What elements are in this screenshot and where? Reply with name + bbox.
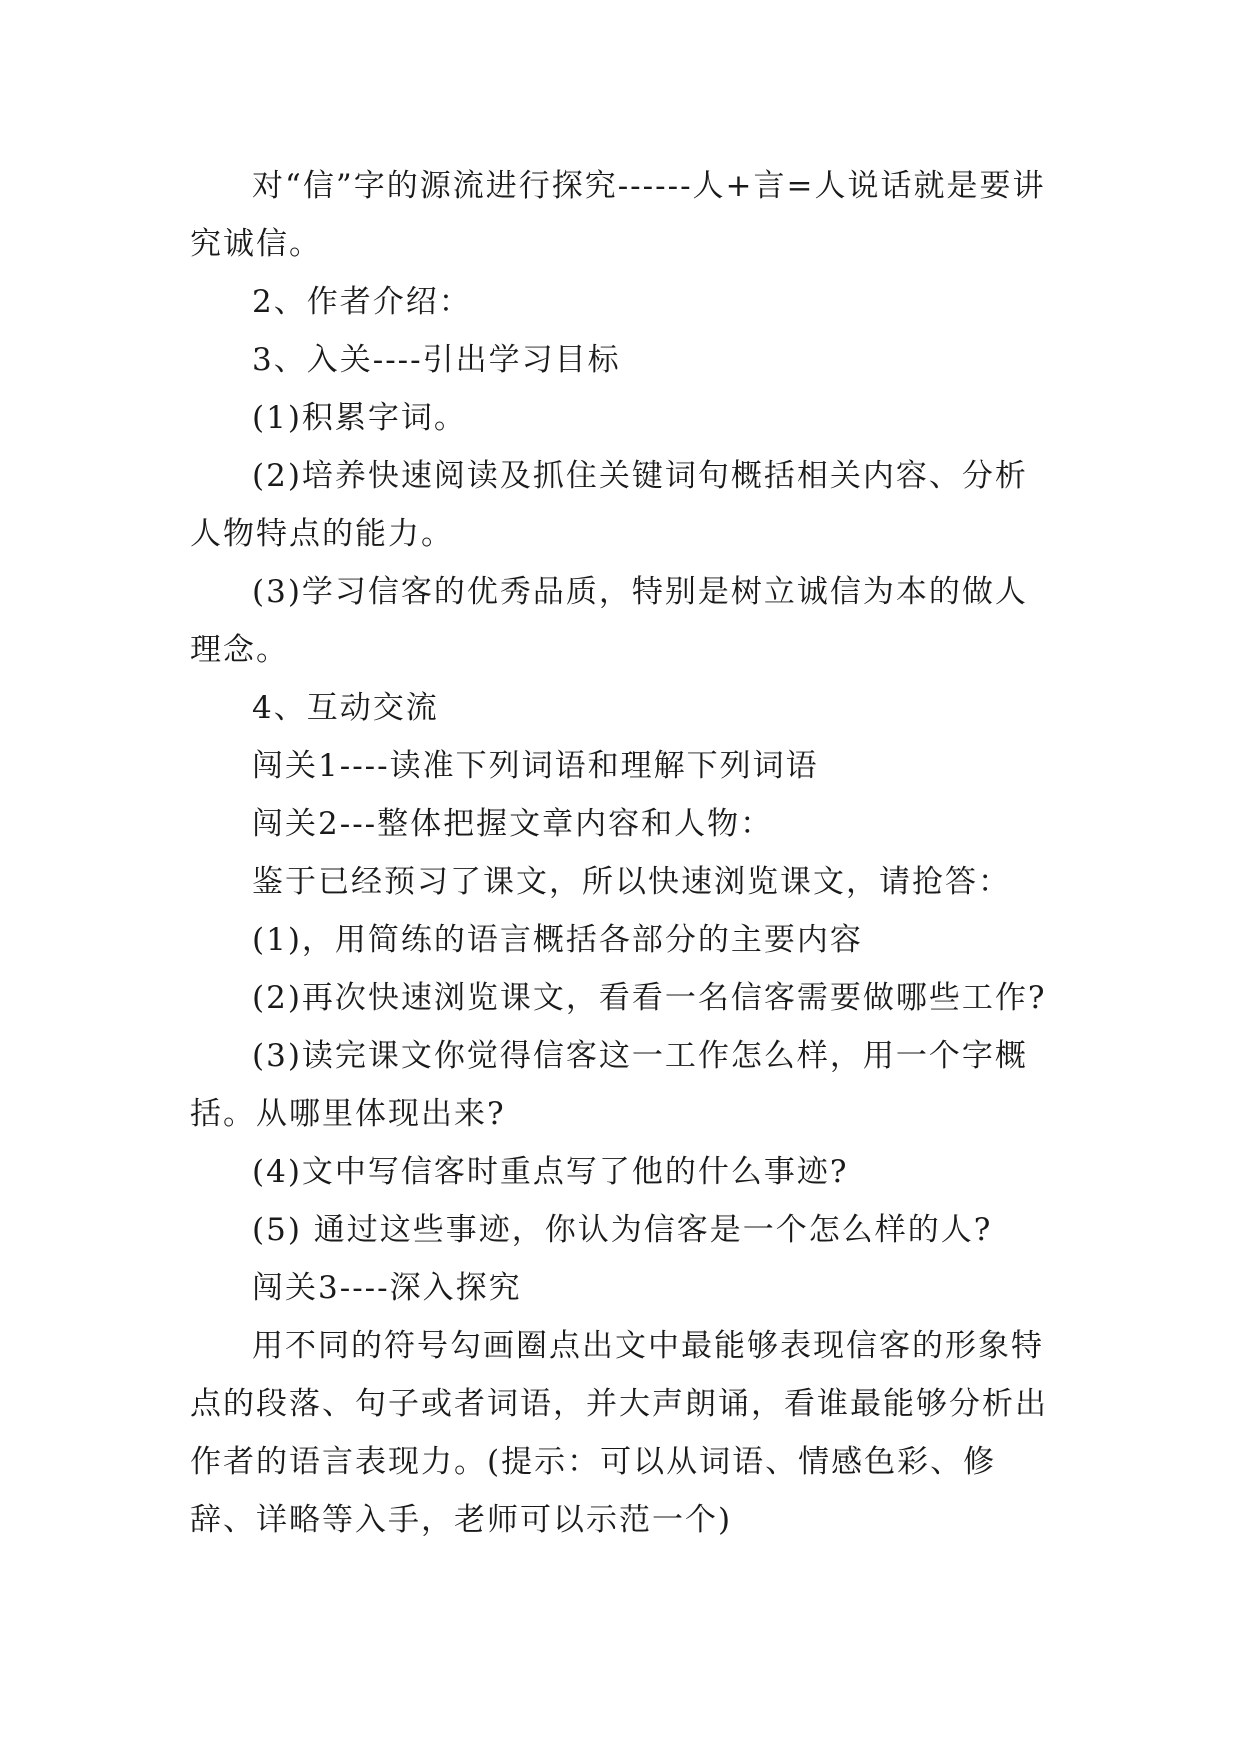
paragraph-question-1: (1)，用简练的语言概括各部分的主要内容 (252, 922, 863, 958)
paragraph-interaction: 4、互动交流 (252, 690, 439, 726)
paragraph-question-3: (3)读完课文你觉得信客这一工作怎么样，用一个字概括。从哪里体现出来? (190, 1038, 1028, 1132)
paragraph-learning-goals: 3、入关----引出学习目标 (252, 342, 621, 378)
paragraph-level-2: 闯关2---整体把握文章内容和人物： (252, 806, 774, 842)
document-body (190, 157, 1050, 1549)
paragraph-goal-3: (3)学习信客的优秀品质，特别是树立诚信为本的做人理念。 (190, 574, 1028, 668)
paragraph-goal-1: (1)积累字词。 (252, 400, 467, 436)
paragraph-xin-origin: 对“信”字的源流进行探究------人+言=人说话就是要讲究诚信。 (190, 168, 1046, 262)
paragraph-quick-answer: 鉴于已经预习了课文，所以快速浏览课文，请抢答： (252, 864, 1011, 900)
paragraph-deep-inquiry: 用不同的符号勾画圈点出文中最能够表现信客的形象特点的段落、句子或者词语，并大声朗诵，看谁最能够分析出作者的语言表现力。(提示：可以从词语、情感色彩、修辞、详略等入手，老师可以示范一个) (190, 1328, 1048, 1538)
paragraph-goal-2: (2)培养快速阅读及抓住关键词句概括相关内容、分析人物特点的能力。 (190, 458, 1028, 552)
paragraph-author-intro: 2、作者介绍： (252, 284, 472, 320)
paragraph-level-1: 闯关1----读准下列词语和理解下列词语 (252, 748, 819, 784)
paragraph-question-4: (4)文中写信客时重点写了他的什么事迹? (252, 1154, 849, 1190)
paragraph-question-2: (2)再次快速浏览课文，看看一名信客需要做哪些工作? (252, 980, 1047, 1016)
paragraph-question-5: (5) 通过这些事迹，你认为信客是一个怎么样的人? (252, 1212, 993, 1248)
paragraph-level-3: 闯关3----深入探究 (252, 1270, 522, 1306)
